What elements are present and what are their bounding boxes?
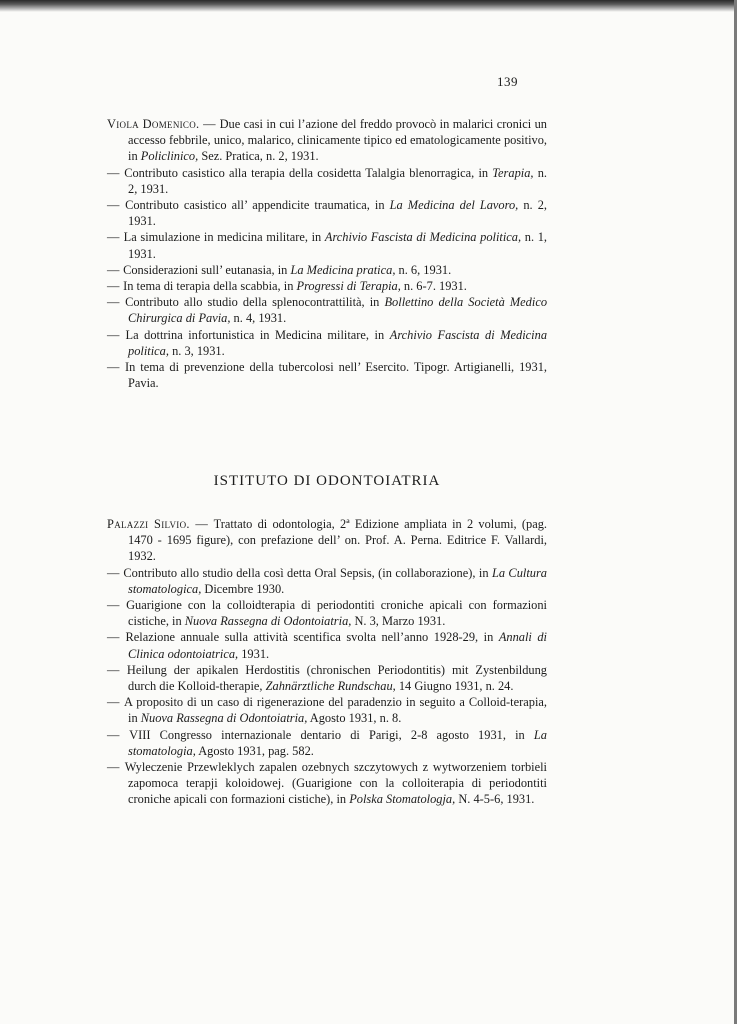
- bibliography-entry: [107, 516, 547, 565]
- bibliography-entry: [107, 694, 547, 726]
- entry-lead: —: [107, 279, 124, 294]
- entry-pre: La simulazione in medicina militare, in: [123, 230, 325, 245]
- entry-lead: —: [107, 165, 125, 180]
- entry-lead: —: [107, 630, 126, 645]
- entry-lead: —: [107, 662, 127, 677]
- bibliography-entry: [107, 197, 547, 229]
- bibliography-entry: [107, 759, 547, 808]
- bibliography-entry: [107, 294, 547, 326]
- entry-pre: Guarigione con la colloidterapia di periodontiti croniche apicali con formazioni cistiche, in: [126, 598, 547, 629]
- entry-journal: La stomatologia,: [128, 727, 547, 758]
- entry-lead: —: [107, 262, 124, 277]
- entry-journal: Annali di Clinica odontoiatrica,: [128, 630, 547, 661]
- bibliography-entry: [107, 597, 547, 629]
- entry-journal: Progressi di Terapia,: [296, 279, 401, 294]
- bibliography-list-viola: [107, 116, 547, 391]
- bibliography-list-palazzi: [107, 516, 547, 808]
- entry-journal: La Cultura stomatologica,: [128, 565, 547, 596]
- bibliography-entry: [107, 262, 547, 278]
- entry-pre: Contributo casistico all’ appendicite traumatica, in: [125, 198, 390, 213]
- entry-post: 14 Giugno 1931, n. 24.: [395, 679, 514, 694]
- entry-post: n. 1, 1931.: [128, 230, 547, 261]
- entry-post: Sez. Pratica, n. 2, 1931.: [198, 149, 319, 164]
- entry-pre: Contributo allo studio della splenocontrattilità, in: [125, 295, 385, 310]
- entry-lead: —: [107, 360, 125, 375]
- entry-post: 1931.: [238, 646, 270, 661]
- entry-pre: Due casi in cui l’azione del freddo provocò in malarici cronici un accesso febbrile, unico, malarico, clinicamente tipico ed ematologicamente positivo, in: [128, 117, 547, 164]
- entry-pre: La dottrina infortunistica in Medicina militare, in: [125, 327, 390, 342]
- bibliography-entry: [107, 727, 547, 759]
- entry-journal: Nuova Rassegna di Odontoiatria,: [140, 711, 308, 726]
- entry-post: n. 4, 1931.: [230, 311, 287, 326]
- entry-journal: La Medicina pratica,: [290, 262, 396, 277]
- entry-pre: In tema di terapia della scabbia, in: [123, 279, 297, 294]
- entry-lead: —: [107, 230, 124, 245]
- entry-lead: —: [107, 327, 126, 342]
- bibliography-entry: [107, 165, 547, 197]
- entry-lead: —: [107, 598, 127, 613]
- entry-journal: Bollettino della Società Medico Chirurgica di Pavia,: [128, 295, 548, 326]
- entry-lead: —: [107, 760, 125, 775]
- entry-pre: Relazione annuale sulla attività scentifica svolta nell’anno 1928-29, in: [125, 630, 499, 645]
- entry-lead: —: [107, 295, 126, 310]
- entry-journal: Polska Stomatologja,: [349, 792, 456, 807]
- entry-journal: La Medicina del Lavoro,: [389, 198, 519, 213]
- page-number: 139: [497, 74, 518, 89]
- entry-lead: —: [107, 727, 130, 742]
- entry-pre: A proposito di un caso di rigenerazione del paradenzio in seguito a Colloid-terapia, in: [124, 695, 547, 726]
- entry-post: n. 2, 1931.: [128, 165, 547, 196]
- entry-journal: Zahnärztliche Rundschau,: [265, 679, 396, 694]
- entry-journal: Archivio Fascista di Medicina politica,: [324, 230, 522, 245]
- bibliography-entry: [107, 229, 547, 261]
- bibliography-entry: [107, 359, 547, 391]
- entry-post: n. 3, 1931.: [168, 343, 225, 358]
- entry-pre: Considerazioni sull’ eutanasia, in: [123, 262, 291, 277]
- bibliography-entry: [107, 278, 547, 294]
- entry-lead: —: [189, 517, 214, 531]
- entry-pre: In tema di prevenzione della tubercolosi nell’ Esercito. Tipogr. Artigianelli, 1931, Pavia.: [124, 360, 547, 391]
- entry-post: n. 6-7. 1931.: [400, 279, 467, 294]
- entry-post: N. 4-5-6, 1931.: [455, 792, 535, 807]
- entry-pre: VIII Congresso internazionale dentario di Parigi, 2-8 agosto 1931, in: [129, 727, 534, 742]
- entry-author: Palazzi Silvio.: [107, 517, 190, 531]
- entry-pre: Trattato di odontologia, 2ª Edizione ampliata in 2 volumi, (pag. 1470 - 1695 figure), con prefazione dell’ on. Prof. A. Perna. Editrice F. Vallardi, 1932.: [128, 517, 547, 564]
- entry-post: N. 3, Marzo 1931.: [351, 614, 446, 629]
- entry-post: n. 6, 1931.: [395, 262, 452, 277]
- bibliography-entry: [107, 327, 547, 359]
- section-heading: ISTITUTO DI ODONTOIATRIA: [213, 473, 441, 489]
- entry-post: Agosto 1931, n. 8.: [307, 711, 402, 726]
- entry-pre: Heilung der apikalen Herdostitis (chronischen Periodontitis) mit Zystenbildung durch die Kolloid-therapie,: [126, 662, 547, 694]
- bibliography-entry: [107, 116, 547, 165]
- entry-journal: Nuova Rassegna di Odontoiatria,: [184, 614, 352, 629]
- entry-lead: —: [107, 565, 124, 580]
- bibliography-entry: [107, 629, 547, 661]
- entry-pre: Contributo casistico alla terapia della cosidetta Talalgia blenorragica, in: [124, 165, 493, 180]
- entry-pre: Wyleczenie Przewleklych zapalen ozebnych szczytowych z wytworzeniem torbieli zapomoca terapji koloidowej. (Guarigione con la colloiterapia di periodontiti croniche apicali con formazioni cistiche), in: [124, 760, 547, 807]
- entry-lead: —: [199, 117, 220, 131]
- entry-journal: Archivio Fascista di Medicina politica,: [128, 327, 548, 358]
- entry-post: Dicembre 1930.: [201, 581, 285, 596]
- entry-lead: —: [107, 695, 125, 710]
- scan-top-edge: [0, 0, 737, 12]
- bibliography-entry: [107, 565, 547, 597]
- entry-pre: Contributo allo studio della così detta Oral Sepsis, (in collaborazione), in: [123, 565, 492, 580]
- bibliography-entry: [107, 662, 547, 694]
- entry-journal: Policlinico,: [140, 149, 199, 164]
- entry-author: Viola Domenico.: [107, 117, 200, 131]
- entry-lead: —: [107, 198, 126, 213]
- entry-post: Agosto 1931, pag. 582.: [195, 743, 314, 758]
- entry-journal: Terapia,: [492, 165, 534, 180]
- entry-post: n. 2, 1931.: [128, 198, 548, 229]
